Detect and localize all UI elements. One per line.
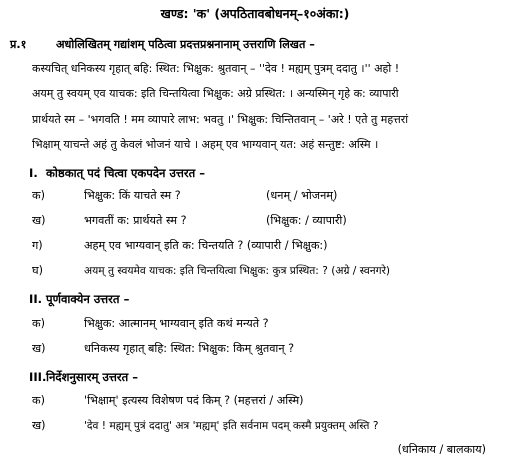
section-number: II. [29,292,43,306]
item-question: धनिकस्य गृहात् बहि: स्थित: भिक्षुक: किम् श्रुतवान् ? [84,342,295,355]
passage-line: कस्यचित् धनिकस्य गृहात् बहि: स्थित: भिक्षुक: श्रुतवान् – ''देव ! मह्यम् पुत्रम् ददातु ।'' अहो ! [32,62,400,75]
item-question: भिक्षुक: आत्मानम् भाग्यवान् इति कथं मन्यते ? [84,317,269,330]
question-number: प्र.१ [10,38,27,51]
item-question: भिक्षुक: किं याचते स्म ? [84,189,181,202]
section-heading: कोष्ठकात् पदं चित्वा एकपदेन उत्तरत – [46,166,206,180]
item-label: क) [32,394,45,407]
item-question: अयम् तु स्वयमेव याचक: इति चिन्तयित्वा भिक्षुक: कुत्र प्रस्थित: ? (अग्रे / स्वनगरे) [84,265,391,277]
item-options: (धनिकाय / बालकाय) [397,443,486,456]
item-label: घ) [32,264,43,277]
item-label: क) [32,317,45,330]
section-title: खण्ड: 'क' (अपठितावबोधनम्–१०अंका:) [160,6,350,21]
item-question: अहम् एव भाग्यवान् इति क: चिन्तयति ? (व्यापारी / भिक्षुक:) [84,239,328,252]
item-question: 'भिक्षाम्' इत्यस्य विशेषण पदं किम् ? (महत्तरां / अस्मि) [84,394,304,407]
item-options: (भिक्षुक: / व्यापारी) [266,214,347,227]
item-label: ख) [32,342,46,355]
question-instruction: अधोलिखितम् गद्यांशम् पठित्वा प्रदत्तप्रश्ननानाम् उत्तराणि लिखत – [56,38,315,51]
section-number: I. [29,166,38,180]
section-heading: पूर्णवाक्येन उत्तरत – [46,292,130,306]
item-question: भगवतीं क: प्रार्थयते स्म ? [84,214,187,227]
passage-line: प्रार्थयते स्म – 'भगवति ! मम व्यापारे लाभ: भवतु ।' भिक्षुक: चिन्तितवान् – 'अरे ! एते तु महत्तरां [32,113,409,126]
section-number: III. [29,370,47,384]
item-label: ख) [32,214,46,227]
item-label: क) [32,189,45,202]
passage-line: भिक्षाम् याचन्ते अहं तु केवलं भोजनं याचे । अहम् एव भाग्यवान् यत: अहं सन्तुष्ट: अस्मि । [32,138,379,151]
section-heading: निर्देशनुसारम् उत्तरत – [46,370,139,384]
item-question: 'देव ! मह्यम् पुत्रं ददातु' अत्र 'मह्यम्' इति सर्वनाम पदम् कस्मै प्रयुक्तम् अस्ति ? [84,420,379,432]
item-options: (धनम् / भोजनम्) [266,189,338,202]
item-label: ख) [32,419,46,432]
passage-line: अयम् तु स्वयम् एव याचक: इति चिन्तयित्वा भिक्षुक: अग्रे प्रस्थित: । अन्यस्मिन् गृहे क: व्यापारी [32,87,399,100]
item-label: ग) [32,239,43,252]
